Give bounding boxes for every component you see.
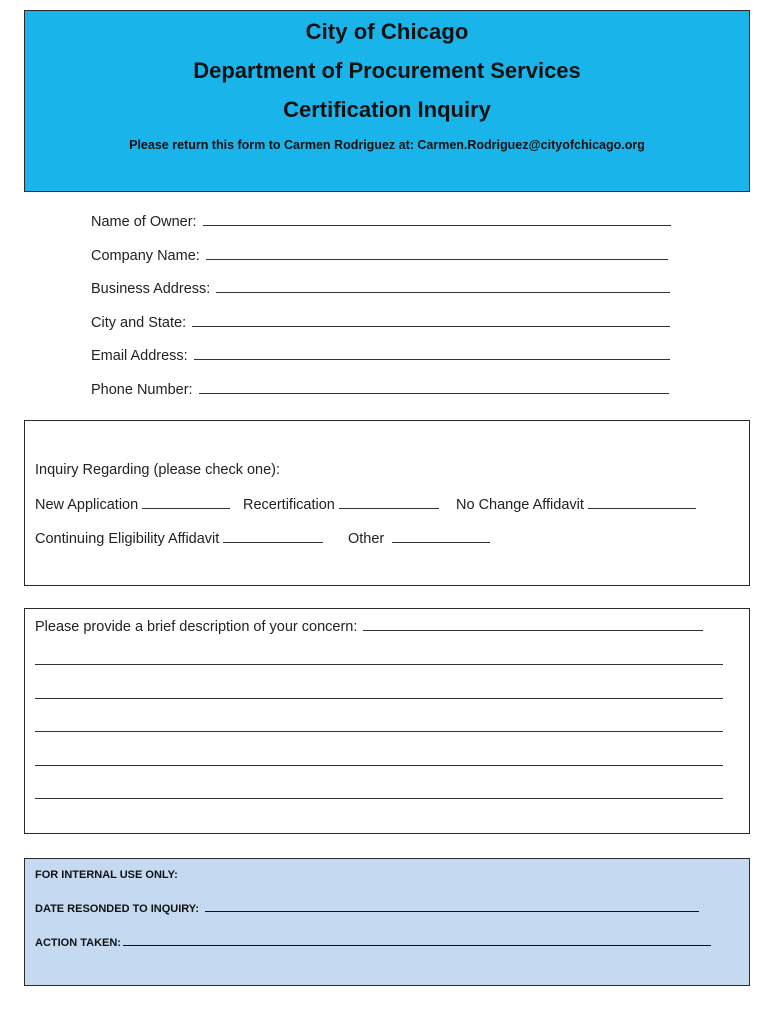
business-address-input[interactable] (216, 278, 670, 293)
description-line-3[interactable] (35, 698, 723, 699)
city-title: City of Chicago (305, 19, 469, 44)
option-new-application[interactable] (35, 494, 230, 513)
option-continuing-eligibility-label: Continuing Eligibility Affidavit (35, 531, 220, 547)
description-section (24, 608, 750, 834)
business-address-field (91, 278, 670, 297)
option-continuing-eligibility-blank[interactable] (223, 528, 323, 543)
description-prompt: Please provide a brief description of your concern: (35, 619, 358, 635)
department-title: Department of Procurement Services (193, 58, 581, 83)
option-new-application-label: New Application (35, 497, 139, 513)
option-new-application-blank[interactable] (142, 494, 230, 509)
phone-number-label: Phone Number: (91, 382, 193, 398)
option-other-blank[interactable] (392, 528, 490, 543)
inquiry-prompt: Inquiry Regarding (please check one): (35, 462, 281, 478)
action-taken-input[interactable] (123, 935, 711, 946)
city-state-label: City and State: (91, 315, 187, 331)
action-taken-row (35, 935, 711, 949)
option-continuing-eligibility[interactable] (35, 528, 323, 547)
business-address-label: Business Address: (91, 281, 211, 297)
owner-name-input[interactable] (203, 211, 671, 226)
option-recertification[interactable] (243, 494, 439, 513)
option-no-change-affidavit[interactable] (456, 494, 696, 513)
option-recertification-blank[interactable] (339, 494, 439, 509)
inquiry-section (24, 420, 750, 586)
date-responded-input[interactable] (205, 901, 699, 912)
date-responded-label: DATE RESONDED TO INQUIRY: (35, 903, 199, 915)
email-address-label: Email Address: (91, 348, 188, 364)
city-state-field (91, 312, 670, 331)
action-taken-label: ACTION TAKEN: (35, 937, 121, 949)
company-name-field (91, 245, 668, 264)
company-name-label: Company Name: (91, 248, 200, 264)
return-instructions: Please return this form to Carmen Rodriguez at: Carmen.Rodriguez@cityofchicago.org (129, 138, 645, 152)
phone-number-input[interactable] (199, 379, 669, 394)
option-no-change-affidavit-blank[interactable] (588, 494, 696, 509)
email-address-field (91, 345, 670, 364)
option-other[interactable] (348, 528, 490, 547)
form-title: Certification Inquiry (283, 97, 491, 122)
description-line-1[interactable] (363, 616, 703, 631)
description-prompt-row (35, 616, 703, 635)
description-line-6[interactable] (35, 798, 723, 799)
owner-name-field (91, 211, 671, 230)
option-no-change-affidavit-label: No Change Affidavit (456, 497, 584, 513)
phone-number-field (91, 379, 669, 398)
internal-use-section (24, 858, 750, 986)
owner-name-label: Name of Owner: (91, 214, 197, 230)
description-line-5[interactable] (35, 765, 723, 766)
description-line-4[interactable] (35, 731, 723, 732)
city-state-input[interactable] (192, 312, 670, 327)
internal-heading: FOR INTERNAL USE ONLY: (35, 869, 178, 881)
option-recertification-label: Recertification (243, 497, 335, 513)
company-name-input[interactable] (206, 245, 668, 260)
header-banner (24, 10, 750, 192)
email-address-input[interactable] (194, 345, 670, 360)
date-responded-row (35, 901, 699, 915)
option-other-label: Other (348, 531, 385, 547)
description-line-2[interactable] (35, 664, 723, 665)
